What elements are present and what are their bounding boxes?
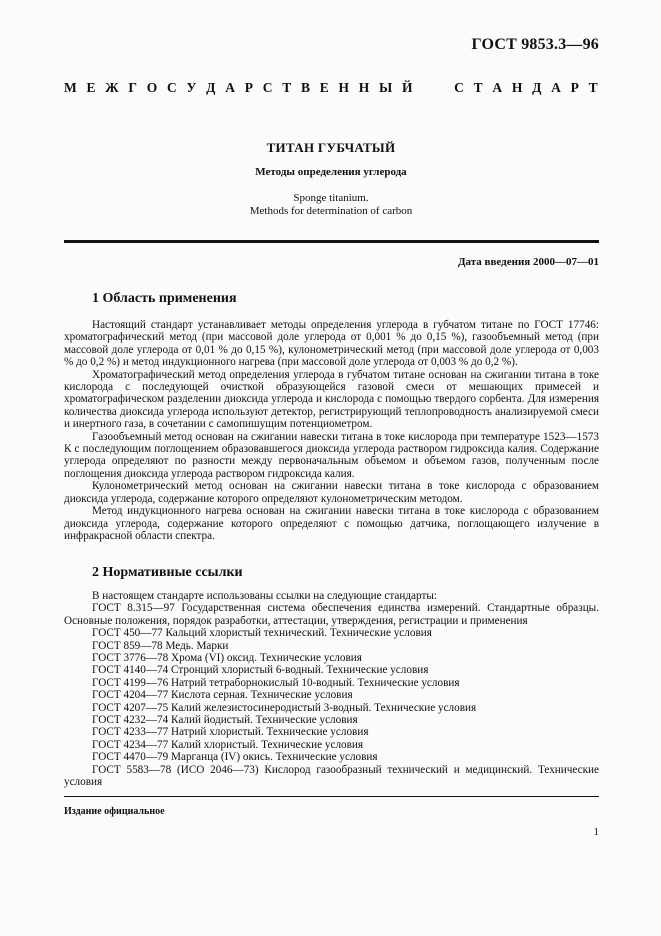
banner-letter: У [186, 80, 197, 95]
banner-letter: Т [588, 80, 598, 95]
banner-letter: С [166, 80, 177, 95]
introduction-date: Дата введения 2000—07—01 [457, 256, 599, 268]
reference-item: ГОСТ 4204—77 Кислота серная. Технические условия [92, 689, 353, 702]
interstate-standard-banner [64, 80, 598, 96]
reference-item: ГОСТ 8.315—97 Государственная система обеспечения единства измерений. Стандартные образцы. Основные положения, порядок разработки, аттестации, утверждения, регистрации и применения [64, 602, 599, 627]
reference-item: ГОСТ 4470—79 Марганца (IV) окись. Технические условия [92, 751, 378, 764]
banner-letter: А [492, 80, 503, 95]
banner-letter: С [262, 80, 273, 95]
page-number: 1 [593, 826, 599, 838]
section1-paragraph: Настоящий стандарт устанавливает методы определения углерода в губчатом титане по ГОСТ 17746: хроматографический метод (при массовой доле углерода от 0,001 % до 0,15 %), газообъемный метод (при массовой доле углерода от 0,01 % до 0,15 %), кулонометрический метод (при массовой доле углерода от 0,003 % до 0,2 %) и метод индукционного нагрева (при массовой доле углерода от 0,003 % до 0,2 %). [64, 319, 599, 369]
section1-paragraph: Метод индукционного нагрева основан на сжигании навески титана в токе кислорода с образованием диоксида углерода, содержание которого определяют с помощью датчика, поглощающего излучение в инфракрасной области спектра. [64, 505, 599, 542]
banner-letter: Д [532, 80, 542, 95]
reference-item: ГОСТ 4233—77 Натрий хлористый. Технические условия [92, 726, 369, 739]
reference-item: ГОСТ 4234—77 Калий хлористый. Технические условия [92, 738, 364, 751]
banner-letter: Е [86, 80, 96, 95]
official-edition-label: Издание официальное [64, 806, 165, 817]
banner-letter: Т [282, 80, 292, 95]
banner-word-gap [422, 80, 444, 96]
reference-item: ГОСТ 4232—74 Калий йодистый. Технические условия [92, 714, 358, 727]
banner-letter: Т [473, 80, 483, 95]
section1-heading: 1 Область применения [92, 291, 237, 306]
banner-letter: М [64, 80, 77, 95]
banner-letter: Н [358, 80, 370, 95]
header-divider [64, 240, 599, 243]
banner-letter: О [146, 80, 158, 95]
reference-item: ГОСТ 5583—78 (ИСО 2046—73) Кислород газообразный технический и медицинский. Технические условия [64, 763, 599, 789]
reference-item: ГОСТ 859—78 Медь. Марки [92, 639, 229, 652]
banner-letter: А [551, 80, 561, 95]
section1-paragraph: Кулонометрический метод основан на сжигании навески титана в токе кислорода с образованием диоксида углерода, содержание которого определяют кулонометрическим методом. [64, 480, 599, 505]
document-title: ТИТАН ГУБЧАТЫЙ [266, 140, 396, 155]
banner-letter: Е [319, 80, 329, 95]
document-subtitle: Методы определения углерода [255, 166, 407, 178]
banner-letter: А [225, 80, 235, 95]
banner-letter: Д [206, 80, 216, 95]
english-title-line1: Sponge titanium. [293, 192, 369, 204]
banner-letter: Р [570, 80, 579, 95]
section1-paragraph: Газообъемный метод основан на сжигании навески титана в токе кислорода при температуре 1523—1573 К с последующим поглощением образовавшегося диоксида углерода раствором гидроксида калия. Содержание углерода определяют по разности между первоначальным объемом и объемом газов, полученным после поглощения диоксида углерода раствором гидроксида калия. [64, 430, 599, 480]
section1-paragraph: Хроматографический метод определения углерода в губчатом титане основан на сжигании титана в токе кислорода с последующей очисткой образующейся газовой смеси от мешающих примесей и хроматографическом разделении диоксида углерода и кислорода с помощью твердого сорбента. Для измерения количества диоксида углерода используют детектор, регистрирующий теплопроводность анализируемой смеси и инертного газа, в сочетании с самопишущим потенциометром. [64, 368, 599, 431]
banner-letter: В [300, 80, 310, 95]
section2-body [64, 590, 599, 789]
english-title-line2: Methods for determination of carbon [249, 205, 413, 217]
reference-item: ГОСТ 4207—75 Калий железистосинеродистый 3-водный. Технические условия [92, 701, 477, 714]
section1-body [64, 319, 599, 542]
section2-heading: 2 Нормативные ссылки [92, 565, 243, 580]
reference-item: ГОСТ 3776—78 Хрома (VI) оксид. Технические условия [92, 652, 362, 665]
banner-letter: Н [338, 80, 350, 95]
reference-item: ГОСТ 4140—74 Стронций хлористый 6-водный. Технические условия [92, 664, 429, 677]
banner-letter: Ж [105, 80, 119, 95]
banner-letter: Н [511, 80, 523, 95]
document-number: ГОСТ 9853.3—96 [471, 36, 599, 53]
banner-letter: Ы [379, 80, 393, 95]
banner-letter: Г [128, 80, 137, 95]
reference-item: ГОСТ 450—77 Кальций хлористый технический. Технические условия [92, 627, 432, 640]
banner-letter: Р [244, 80, 253, 95]
banner-letter: С [454, 80, 464, 95]
section2-intro: В настоящем стандарте использованы ссылки на следующие стандарты: [92, 590, 437, 602]
footer-divider [64, 796, 599, 797]
banner-letter: Й [402, 80, 413, 95]
reference-item: ГОСТ 4199—76 Натрий тетраборнокислый 10-водный. Технические условия [92, 676, 460, 689]
